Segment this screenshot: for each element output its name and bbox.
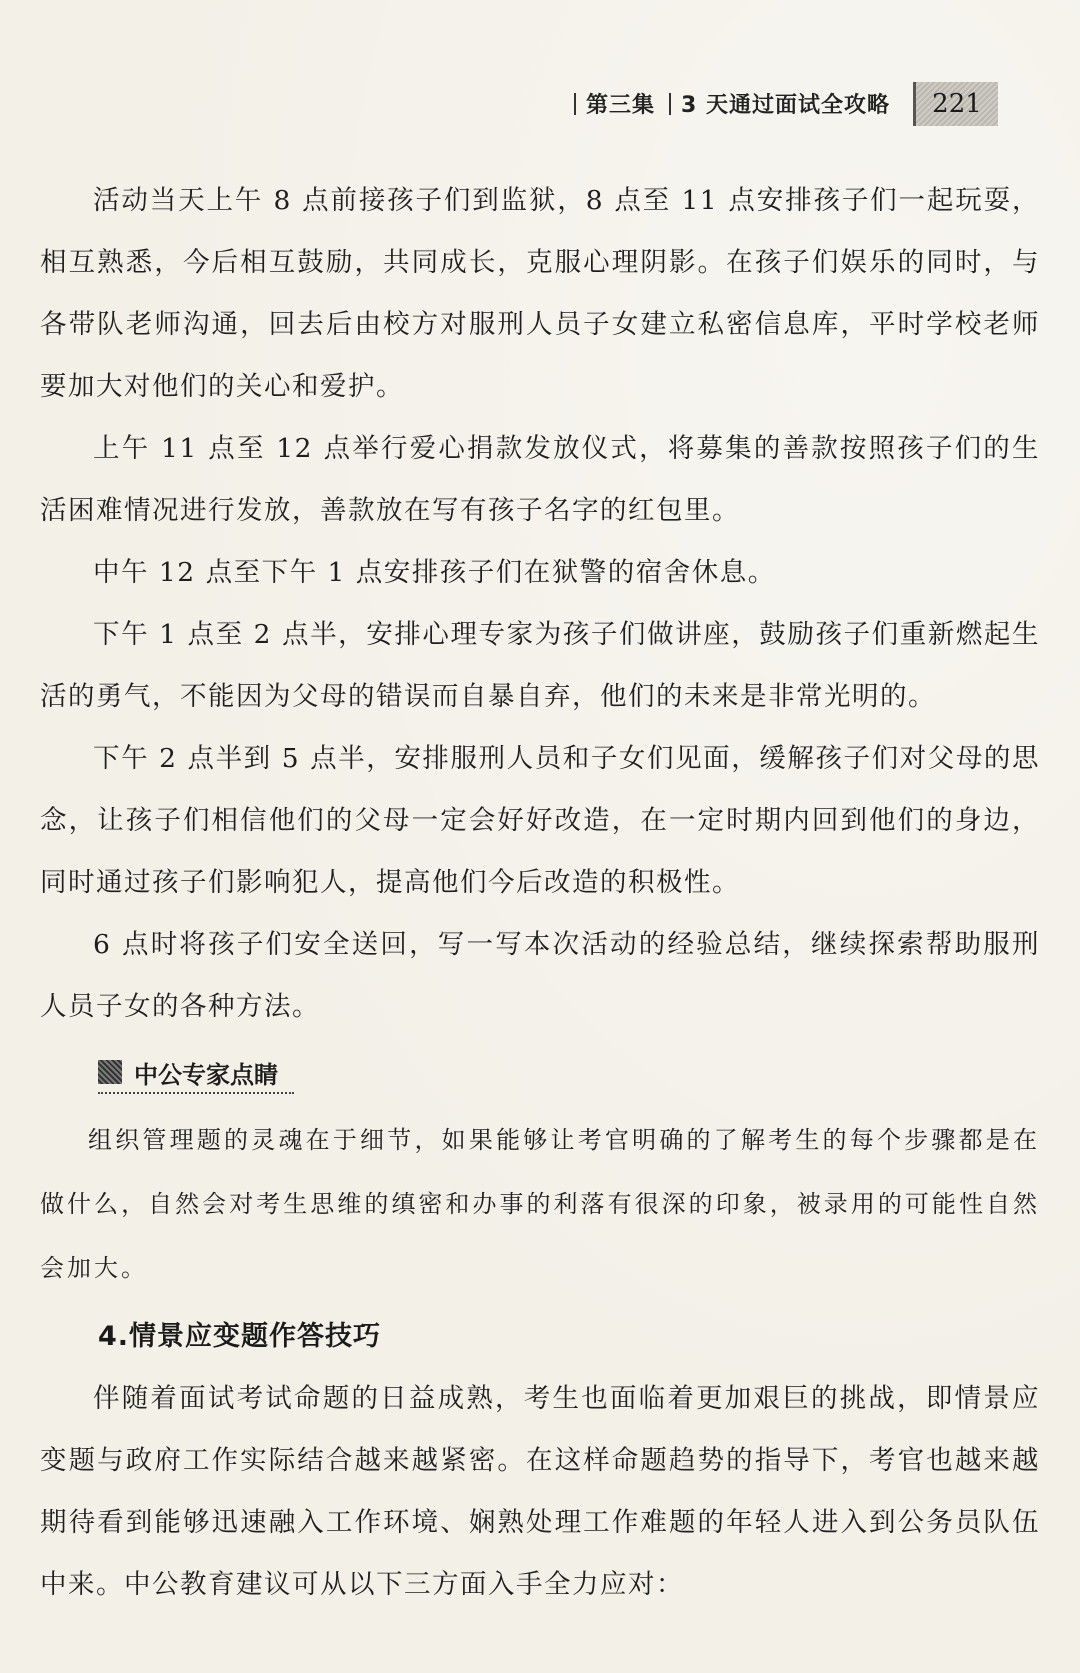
header-divider-left: [574, 93, 576, 115]
paragraph-1: 活动当天上午 8 点前接孩子们到监狱，8 点至 11 点安排孩子们一起玩耍，相互熟悉，今后相互鼓励，共同成长，克服心理阴影。在孩子们娱乐的同时，与各带队老师沟通，回去后由校方对服刑人员子女建立私密信息库，平时学校老师要加大对他们的关心和爱护。: [40, 185, 1040, 402]
square-bullet-icon: [98, 1060, 122, 1084]
expert-commentary: 组织管理题的灵魂在于细节，如果能够让考官明确的了解考生的每个步骤都是在做什么，自然会对考生思维的缜密和办事的利落有很深的印象，被录用的可能性自然会加大。: [40, 1126, 1040, 1282]
paragraph-3: 中午 12 点至下午 1 点安排孩子们在狱警的宿舍休息。: [93, 557, 776, 588]
expert-heading-underline: [98, 1092, 294, 1094]
page-number-box: [913, 82, 998, 126]
paragraph-4: 下午 1 点至 2 点半，安排心理专家为孩子们做讲座，鼓励孩子们重新燃起生活的勇气，不能因为父母的错误而自暴自弃，他们的未来是非常光明的。: [40, 619, 1040, 712]
header-book-title: 3 天通过面试全攻略: [681, 93, 890, 118]
paragraph-5: 下午 2 点半到 5 点半，安排服刑人员和子女们见面，缓解孩子们对父母的思念，让孩子们相信他们的父母一定会好好改造，在一定时期内回到他们的身边，同时通过孩子们影响犯人，提高他们今后改造的积极性。: [40, 743, 1040, 898]
expert-heading: [40, 1048, 1040, 1096]
header-divider-right: [669, 93, 671, 115]
paragraph-6: 6 点时将孩子们安全送回，写一写本次活动的经验总结，继续探索帮助服刑人员子女的各种方法。: [40, 929, 1040, 1022]
section-heading: 4.情景应变题作答技巧: [98, 1321, 382, 1352]
running-head: [564, 88, 890, 119]
page-number: 221: [932, 89, 982, 119]
paragraph-2: 上午 11 点至 12 点举行爱心捐款发放仪式，将募集的善款按照孩子们的生活困难情况进行发放，善款放在写有孩子名字的红包里。: [40, 433, 1040, 526]
expert-heading-label: 中公专家点睛: [134, 1060, 278, 1089]
section-paragraph: 伴随着面试考试命题的日益成熟，考生也面临着更加艰巨的挑战，即情景应变题与政府工作实际结合越来越紧密。在这样命题趋势的指导下，考官也越来越期待看到能够迅速融入工作环境、娴熟处理工作难题的年轻人进入到公务员队伍中来。中公教育建议可从以下三方面入手全力应对：: [40, 1383, 1040, 1600]
body-text: [40, 170, 1040, 1616]
header-part-label: 第三集: [586, 93, 656, 118]
